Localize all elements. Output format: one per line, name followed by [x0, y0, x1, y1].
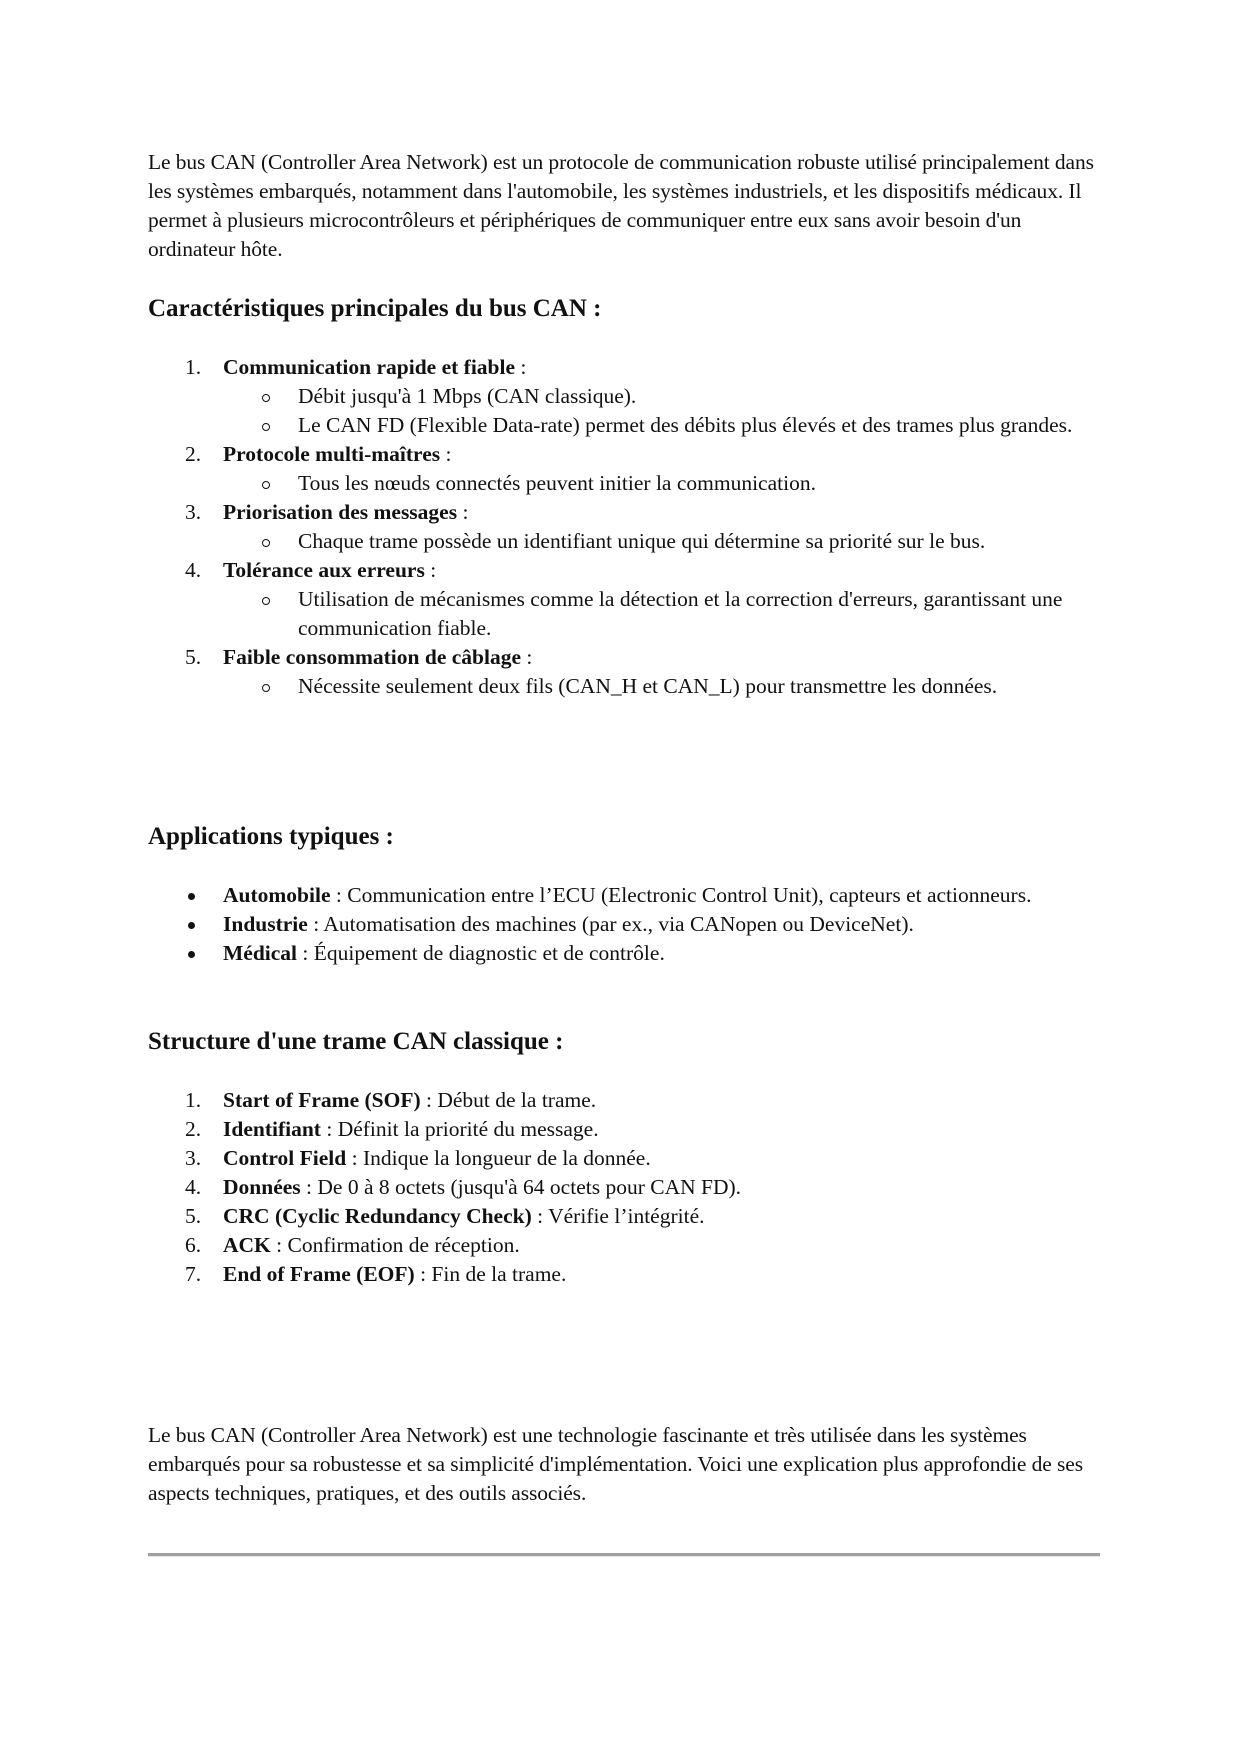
structure-title: End of Frame (EOF) — [223, 1262, 415, 1286]
structure-text: : Vérifie l’intégrité. — [531, 1204, 705, 1228]
feature-suffix: : — [521, 645, 533, 669]
outro-paragraph: Le bus CAN (Controller Area Network) est une technologie fascinante et très utilisée dans les systèmes embarqués pour sa robustesse et sa simplicité d'implémentation. Voici une explication plus approfondie de ses aspects techniques, pratiques, et des outils associés. — [148, 1423, 1083, 1505]
list-number: 5. — [185, 1204, 202, 1228]
list-number: 2. — [185, 442, 202, 466]
structure-title: CRC (Cyclic Redundancy Check) — [223, 1204, 532, 1228]
feature-title: Communication rapide et fiable — [223, 355, 516, 379]
feature-suffix: : — [515, 355, 527, 379]
feature-subitems — [148, 585, 1098, 643]
application-text: : Automatisation des machines (par ex., via CANopen ou DeviceNet). — [307, 912, 914, 936]
list-number: 4. — [185, 558, 202, 582]
application-item — [148, 939, 1098, 968]
feature-item — [148, 556, 1098, 643]
list-number: 4. — [185, 1175, 202, 1199]
application-title: Automobile — [223, 883, 331, 907]
bullet-icon — [188, 893, 195, 900]
feature-suffix: : — [424, 558, 437, 582]
structure-item — [148, 1260, 1098, 1289]
circle-bullet-icon — [262, 539, 270, 547]
horizontal-rule — [148, 1553, 1100, 1557]
features-heading: Caractéristiques principales du bus CAN : — [148, 295, 602, 322]
list-number: 6. — [185, 1233, 202, 1257]
feature-title: Protocole multi-maîtres — [223, 442, 441, 466]
application-text: : Communication entre l’ECU (Electronic Control Unit), capteurs et actionneurs. — [330, 883, 1032, 907]
structure-item — [148, 1144, 1098, 1173]
circle-bullet-icon — [262, 684, 270, 692]
bullet-icon — [188, 951, 195, 958]
structure-title: Control Field — [223, 1146, 347, 1170]
structure-title: Identifiant — [223, 1117, 321, 1141]
structure-text: : Fin de la trame. — [414, 1262, 567, 1286]
circle-bullet-icon — [262, 423, 270, 431]
feature-title: Tolérance aux erreurs — [223, 558, 425, 582]
sub-item-text: Débit jusqu'à 1 Mbps (CAN classique). — [298, 384, 637, 408]
sub-item-text: Nécessite seulement deux fils (CAN_H et CAN_L) pour transmettre les données. — [298, 674, 998, 698]
applications-list — [148, 881, 1098, 968]
sub-item — [148, 585, 1098, 643]
structure-item — [148, 1086, 1098, 1115]
list-number: 7. — [185, 1262, 202, 1286]
sub-item-text: Le CAN FD (Flexible Data-rate) permet des débits plus élevés et des trames plus grandes. — [298, 413, 1073, 437]
sub-item-text: Utilisation de mécanismes comme la détection et la correction d'erreurs, garantissant une communication fiable. — [298, 587, 1063, 640]
structure-title: Start of Frame (SOF) — [223, 1088, 421, 1112]
feature-item — [148, 498, 1098, 556]
application-title: Industrie — [223, 912, 308, 936]
list-number: 2. — [185, 1117, 202, 1141]
structure-text: : Définit la priorité du message. — [320, 1117, 599, 1141]
sub-item — [148, 411, 1098, 440]
circle-bullet-icon — [262, 394, 270, 402]
feature-item — [148, 643, 1098, 701]
structure-item — [148, 1231, 1098, 1260]
application-text: : Équipement de diagnostic et de contrôle. — [297, 941, 665, 965]
application-item — [148, 910, 1098, 939]
intro-paragraph: Le bus CAN (Controller Area Network) est un protocole de communication robuste utilisé principalement dans les systèmes embarqués, notamment dans l'automobile, les systèmes industriels, et les dispositifs médicaux. Il permet à plusieurs microcontrôleurs et périphériques de communiquer entre eux sans avoir besoin d'un ordinateur hôte. — [148, 150, 1094, 261]
feature-item — [148, 440, 1098, 498]
feature-subitems — [148, 382, 1098, 440]
structure-heading: Structure d'une trame CAN classique : — [148, 1028, 564, 1055]
list-number: 3. — [185, 1146, 202, 1170]
application-item — [148, 881, 1098, 910]
feature-title: Priorisation des messages — [223, 500, 458, 524]
structure-item — [148, 1115, 1098, 1144]
sub-item — [148, 469, 1098, 498]
structure-text: : De 0 à 8 octets (jusqu'à 64 octets pour CAN FD). — [300, 1175, 742, 1199]
structure-text: : Début de la trame. — [420, 1088, 597, 1112]
features-list — [148, 353, 1098, 701]
structure-text: : Confirmation de réception. — [270, 1233, 520, 1257]
sub-item — [148, 672, 1098, 701]
list-number: 1. — [185, 355, 202, 379]
structure-title: Données — [223, 1175, 301, 1199]
structure-title: ACK — [223, 1233, 271, 1257]
sub-item-text: Tous les nœuds connectés peuvent initier la communication. — [298, 471, 816, 495]
sub-item-text: Chaque trame possède un identifiant unique qui détermine sa priorité sur le bus. — [298, 529, 986, 553]
circle-bullet-icon — [262, 481, 270, 489]
structure-item — [148, 1202, 1098, 1231]
sub-item — [148, 382, 1098, 411]
feature-title: Faible consommation de câblage — [223, 645, 521, 669]
feature-subitems — [148, 672, 1098, 701]
feature-subitems — [148, 527, 1098, 556]
feature-item — [148, 353, 1098, 440]
structure-item — [148, 1173, 1098, 1202]
feature-subitems — [148, 469, 1098, 498]
list-number: 3. — [185, 500, 202, 524]
feature-suffix: : — [457, 500, 469, 524]
bullet-icon — [188, 922, 195, 929]
structure-list — [148, 1086, 1098, 1289]
application-title: Médical — [223, 941, 298, 965]
circle-bullet-icon — [262, 597, 270, 605]
applications-heading: Applications typiques : — [148, 823, 394, 850]
structure-text: : Indique la longueur de la donnée. — [346, 1146, 651, 1170]
list-number: 1. — [185, 1088, 202, 1112]
list-number: 5. — [185, 645, 202, 669]
feature-suffix: : — [440, 442, 452, 466]
sub-item — [148, 527, 1098, 556]
